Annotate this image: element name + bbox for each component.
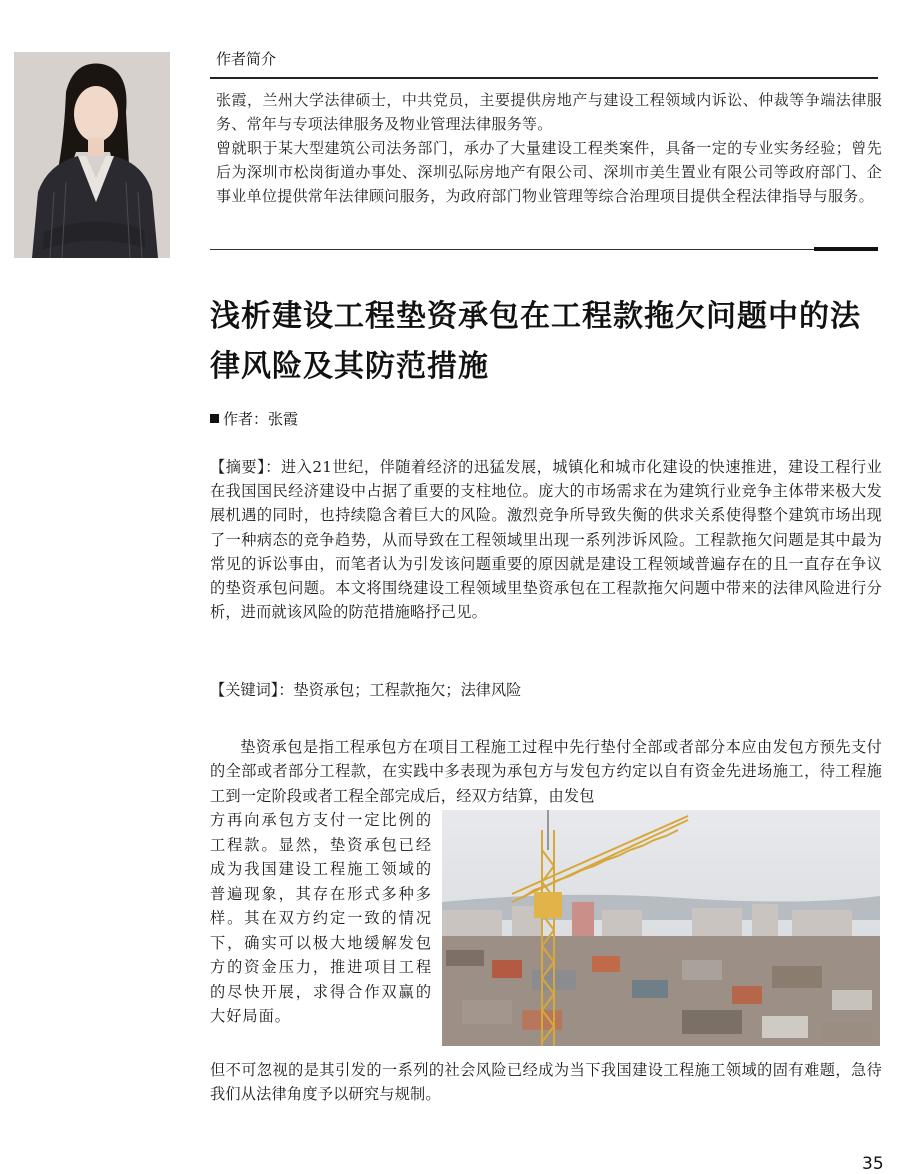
keywords: [210, 678, 521, 702]
keywords-text: ：垫资承包；工程款拖欠；法律风险: [278, 681, 522, 699]
abstract: [210, 455, 882, 624]
bio-bottom-divider: [210, 249, 878, 250]
body-paragraph-wrapped: 方再向承包方支付一定比例的工程款。显然，垫资承包已经成为我国建设工程施工领域的普遍现象，其存在形式多种多样。其在双方约定一致的情况下，确实可以极大地缓解发包方的资金压力，推进项目工程的尽快开展，求得合作双赢的大好局面。: [210, 811, 432, 1025]
body-paragraph-tail: 但不可忽视的是其引发的一系列的社会风险已经成为当下我国建设工程施工领域的固有难题，急待我们从法律角度予以研究与规制。: [210, 1061, 882, 1104]
byline: [210, 408, 298, 429]
bio-heading: 作者简介: [216, 50, 277, 68]
bio-text: [216, 88, 882, 208]
body-intro-text: 垫资承包是指工程承包方在项目工程施工过程中先行垫付全部或者部分本应由发包方预先支付的全部或者部分工程款，在实践中多表现为承包方与发包方约定以自有资金先进场施工，待工程施工到一定阶段或者工程全部完成后，经双方结算，由发包: [210, 738, 882, 805]
bio-paragraph: 曾就职于某大型建筑公司法务部门，承办了大量建设工程类案件，具备一定的专业实务经验；曾先后为深圳市松岗街道办事处、深圳弘际房地产有限公司、深圳市美生置业有限公司等政府部门、企事业单位提供常年法律顾问服务，为政府部门物业管理等综合治理项目提供全程法律指导与服务。: [216, 139, 882, 205]
abstract-text: ：进入21世纪，伴随着经济的迅猛发展，城镇化和城市化建设的快速推进，建设工程行业在我国国民经济建设中占据了重要的支柱地位。庞大的市场需求在为建筑行业竞争主体带来极大发展机遇的同时，也持续隐含着巨大的风险。激烈竞争所导致失衡的供求关系使得整个建筑市场出现了一种病态的竞争趋势，从而导致在工程领域里出现一系列涉诉风险。工程款拖欠问题是其中最为常见的诉讼事由，而笔者认为引发该问题重要的原因就是建设工程领域普遍存在的且一直存在争议的垫资承包问题。本文将围绕建设工程领域里垫资承包在工程款拖欠问题中带来的法律风险进行分析，进而就该风险的防范措施略抒己见。: [210, 458, 882, 622]
bio-divider-accent: [814, 247, 878, 251]
author-photo: [14, 52, 170, 258]
byline-square-icon: [210, 414, 219, 423]
article-title: 浅析建设工程垫资承包在工程款拖欠问题中的法律风险及其防范措施: [210, 299, 861, 384]
bio-top-divider: [210, 77, 878, 79]
keywords-label: 【关键词】: [210, 681, 279, 699]
construction-crane-photo: [442, 810, 880, 1046]
byline-text: 作者：张霞: [223, 410, 299, 428]
body-paragraph-intro: [210, 735, 882, 808]
page-number: 35: [862, 1154, 884, 1174]
abstract-label: 【摘要】: [210, 458, 266, 476]
bio-paragraph: 张霞，兰州大学法律硕士，中共党员，主要提供房地产与建设工程领域内诉讼、仲裁等争端法律服务、常年与专项法律服务及物业管理法律服务等。: [216, 91, 882, 133]
